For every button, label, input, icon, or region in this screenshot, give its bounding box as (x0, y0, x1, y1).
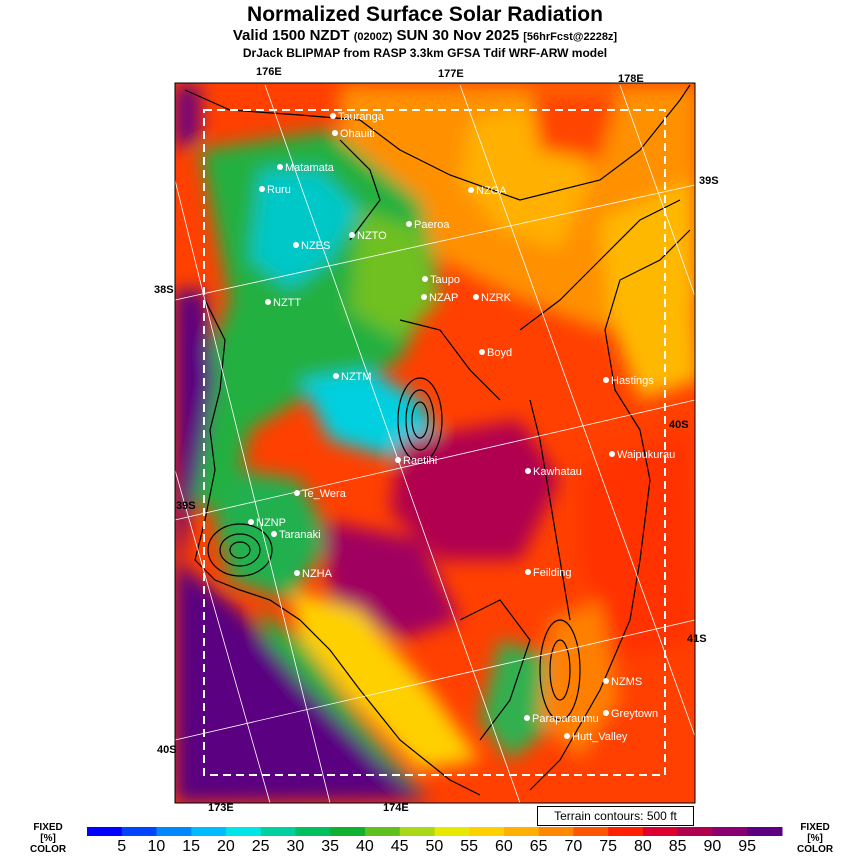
place-label-ohauiti: Ohauiti (340, 128, 375, 140)
place-marker-boyd (479, 349, 485, 355)
place-label-nznp: NZNP (256, 517, 286, 529)
place-label-taranaki: Taranaki (279, 529, 321, 541)
legend-tick-50: 50 (425, 838, 444, 855)
legend-swatch (122, 827, 157, 836)
legend-swatch (400, 827, 435, 836)
legend-color-bar (87, 827, 783, 836)
place-label-te_wera: Te_Wera (302, 488, 346, 500)
lat-label-39s-west: 39S (176, 500, 196, 512)
legend-tick-35: 35 (321, 838, 340, 855)
place-label-paeroa: Paeroa (414, 219, 450, 231)
place-marker-nzha (294, 570, 300, 576)
forecast-info: [56hrFcst@2228z] (523, 31, 618, 43)
color-label: COLOR (797, 844, 834, 855)
place-label-kawhatau: Kawhatau (533, 466, 582, 478)
legend-tick-40: 40 (356, 838, 374, 855)
lat-label-41s: 41S (687, 633, 707, 645)
legend-tick-5: 5 (117, 838, 127, 855)
legend-tick-20: 20 (217, 838, 235, 855)
legend-swatch (330, 827, 365, 836)
field-layer (175, 83, 700, 803)
fixed-label: FIXED (800, 822, 830, 833)
place-label-nzes: NZES (301, 240, 331, 252)
terrain-contour-note: Terrain contours: 500 ft (537, 806, 694, 826)
place-marker-paeroa (406, 221, 412, 227)
legend-swatch (191, 827, 226, 836)
legend-tick-65: 65 (529, 838, 548, 855)
legend-swatch (713, 827, 748, 836)
valid-time-main: Valid 1500 NZDT (232, 27, 350, 44)
place-marker-taranaki (271, 531, 277, 537)
legend-tick-15: 15 (182, 838, 201, 855)
place-marker-taupo (422, 276, 428, 282)
place-marker-ruru (259, 186, 265, 192)
legend-tick-85: 85 (668, 838, 687, 855)
place-label-nzrk: NZRK (481, 292, 511, 304)
valid-date: SUN 30 Nov 2025 (396, 27, 520, 44)
place-marker-raetihi (395, 457, 401, 463)
legend-swatch (226, 827, 261, 836)
legend-tick-70: 70 (564, 838, 583, 855)
legend-swatch (539, 827, 574, 836)
place-marker-greytown (603, 710, 609, 716)
place-label-hutt_valley: Hutt_Valley (572, 731, 628, 743)
legend-fixed-right (797, 822, 833, 855)
place-marker-nzes (293, 242, 299, 248)
place-label-tauranga: Tauranga (338, 111, 384, 123)
valid-time-utc: (0200Z) (353, 31, 393, 43)
place-marker-te_wera (294, 490, 300, 496)
lon-label-177e: 177E (438, 68, 464, 80)
place-label-nzms: NZMS (611, 676, 643, 688)
legend-tick-90: 90 (703, 838, 722, 855)
place-label-matamata: Matamata (285, 162, 334, 174)
legend-swatch (504, 827, 539, 836)
legend-swatch (574, 827, 609, 836)
place-marker-nzap (421, 294, 427, 300)
legend-fixed-left (30, 822, 66, 855)
place-marker-nzto (349, 232, 355, 238)
lon-label-178e: 178E (618, 73, 644, 85)
place-label-nzto: NZTO (357, 230, 387, 242)
lon-label-174e: 174E (383, 802, 409, 814)
place-marker-ohauiti (332, 130, 338, 136)
unit-label: [%] (40, 833, 56, 844)
legend-swatch (608, 827, 643, 836)
legend-swatch (643, 827, 678, 836)
lat-label-40s-east: 40S (669, 419, 689, 431)
legend-swatch (747, 827, 782, 836)
place-marker-hutt_valley (564, 733, 570, 739)
fixed-label: FIXED (33, 822, 63, 833)
place-marker-nzrk (473, 294, 479, 300)
legend-swatch (469, 827, 504, 836)
legend-tick-45: 45 (390, 838, 409, 855)
place-label-raetihi: Raetihi (403, 455, 438, 467)
legend-swatch (296, 827, 331, 836)
legend-tick-75: 75 (599, 838, 618, 855)
place-marker-matamata (277, 164, 283, 170)
legend-swatch (87, 827, 122, 836)
place-label-greytown: Greytown (611, 708, 659, 720)
place-label-ruru: Ruru (267, 184, 291, 196)
legend-tick-95: 95 (738, 838, 757, 855)
place-marker-kawhatau (525, 468, 531, 474)
lat-label-39s-east: 39S (699, 175, 719, 187)
color-label: COLOR (30, 844, 67, 855)
legend-tick-60: 60 (495, 838, 513, 855)
legend-swatch (365, 827, 400, 836)
legend-tick-10: 10 (147, 838, 166, 855)
place-marker-nztm (333, 373, 339, 379)
unit-label: [%] (807, 833, 823, 844)
lat-label-40s-west: 40S (157, 744, 177, 756)
legend-swatch (157, 827, 192, 836)
place-label-nztt: NZTT (273, 297, 302, 309)
lon-label-173e: 173E (208, 802, 234, 814)
legend-swatch (678, 827, 713, 836)
legend-tick-55: 55 (460, 838, 479, 855)
place-marker-tauranga (330, 113, 336, 119)
place-label-hastings: Hastings (611, 375, 654, 387)
model-description: DrJack BLIPMAP from RASP 3.3km GFSA Tdif WRF-ARW model (242, 46, 608, 60)
place-label-paraparaumu: Paraparaumu (532, 713, 599, 725)
place-label-boyd: Boyd (487, 347, 513, 359)
legend-tick-80: 80 (634, 838, 652, 855)
map-title: Normalized Surface Solar Radiation (247, 3, 603, 26)
place-label-taupo: Taupo (430, 274, 460, 286)
place-marker-nznp (248, 519, 254, 525)
place-marker-hastings (603, 377, 609, 383)
legend-swatch (261, 827, 296, 836)
place-marker-feilding (525, 569, 531, 575)
lat-label-38s: 38S (154, 284, 174, 296)
place-label-nzap: NZAP (429, 292, 459, 304)
place-label-waipukurau: Waipukurau (617, 449, 676, 461)
legend-swatch (435, 827, 470, 836)
place-label-nzha: NZHA (302, 568, 332, 580)
place-marker-paraparaumu (524, 715, 530, 721)
place-label-nzga: NZGA (476, 185, 507, 197)
legend-tick-30: 30 (286, 838, 305, 855)
place-marker-nzms (603, 678, 609, 684)
place-marker-nztt (265, 299, 271, 305)
place-marker-nzga (468, 187, 474, 193)
place-marker-waipukurau (609, 451, 615, 457)
place-label-feilding: Feilding (533, 567, 572, 579)
legend-tick-25: 25 (251, 838, 270, 855)
lon-label-176e: 176E (256, 66, 282, 78)
place-label-nztm: NZTM (341, 371, 372, 383)
